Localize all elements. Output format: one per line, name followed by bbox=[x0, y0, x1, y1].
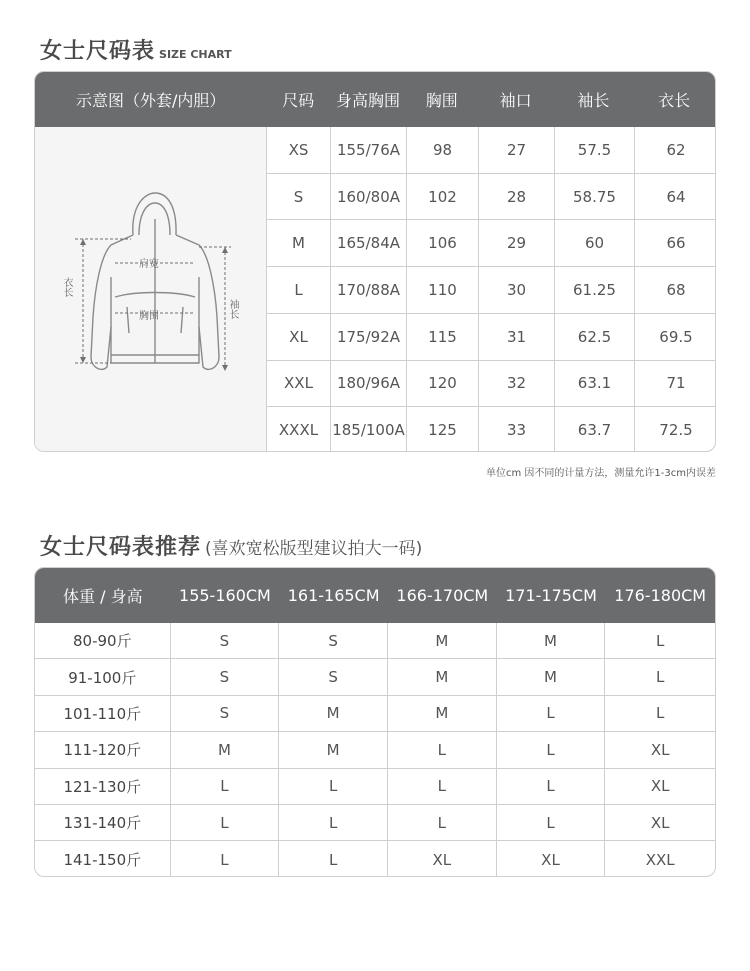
header-illustration: 示意图（外套/内胆） bbox=[75, 91, 226, 110]
cell-size: L bbox=[171, 805, 280, 840]
cell-size: L bbox=[388, 805, 497, 840]
cell-size: M bbox=[497, 659, 606, 694]
cell-length: 68 bbox=[666, 281, 686, 300]
table-row bbox=[267, 267, 716, 314]
header-range-1: 155-160CM bbox=[179, 586, 271, 605]
size-chart-title bbox=[40, 34, 232, 65]
cell-size: L bbox=[388, 732, 497, 767]
cell-size: M bbox=[171, 732, 280, 767]
table-row bbox=[35, 659, 715, 695]
cell-length: 69.5 bbox=[659, 327, 693, 346]
label-shoulder: 肩宽 bbox=[139, 259, 159, 270]
cell-sleeve: 57.5 bbox=[555, 127, 635, 173]
cell-size: S bbox=[279, 623, 388, 658]
cell-size: L bbox=[497, 732, 606, 767]
header-sleeve: 袖长 bbox=[577, 91, 610, 110]
cell-size: XL bbox=[650, 740, 670, 759]
cell-size: S bbox=[171, 659, 280, 694]
cell-length: 72.5 bbox=[659, 421, 693, 440]
cell-cuff: 27 bbox=[479, 127, 555, 173]
cell-height-bust: 175/92A bbox=[331, 314, 407, 360]
cell-size: L bbox=[388, 769, 497, 804]
cell-chest: 102 bbox=[407, 174, 479, 220]
cell-weight: 111-120斤 bbox=[35, 732, 171, 767]
cell-chest: 115 bbox=[407, 314, 479, 360]
cell-size: S bbox=[279, 659, 388, 694]
table-row bbox=[267, 314, 716, 361]
cell-length: 64 bbox=[666, 187, 686, 206]
cell-size: L bbox=[171, 841, 280, 877]
recommend-table bbox=[34, 567, 716, 877]
table-row bbox=[267, 174, 716, 221]
size-chart-subtitle: SIZE CHART bbox=[159, 48, 232, 61]
cell-size: L bbox=[656, 704, 665, 723]
header-range-4: 171-175CM bbox=[505, 586, 597, 605]
cell-sleeve: 63.7 bbox=[555, 407, 635, 452]
cell-size: M bbox=[388, 696, 497, 731]
cell-chest: 106 bbox=[407, 220, 479, 266]
label-sleeve: 袖长 bbox=[227, 299, 238, 319]
cell-size: XL bbox=[650, 777, 670, 796]
cell-cuff: 32 bbox=[479, 361, 555, 407]
table-row bbox=[35, 696, 715, 732]
cell-length: 66 bbox=[666, 234, 686, 253]
header-range-5: 176-180CM bbox=[614, 586, 707, 605]
cell-weight: 80-90斤 bbox=[35, 623, 171, 658]
cell-size: XXL bbox=[267, 361, 331, 407]
size-chart-grid bbox=[267, 127, 716, 452]
cell-height-bust: 185/100A bbox=[331, 407, 407, 452]
table-row bbox=[35, 623, 715, 659]
cell-size: M bbox=[388, 623, 497, 658]
cell-size: L bbox=[279, 841, 388, 877]
header-cuff: 袖口 bbox=[499, 91, 532, 110]
cell-chest: 120 bbox=[407, 361, 479, 407]
cell-size: XXXL bbox=[267, 407, 331, 452]
header-weight-height: 体重 / 身高 bbox=[63, 587, 143, 606]
label-chest: 胸围 bbox=[139, 311, 159, 322]
cell-cuff: 29 bbox=[479, 220, 555, 266]
cell-height-bust: 180/96A bbox=[331, 361, 407, 407]
header-length: 衣长 bbox=[658, 91, 691, 110]
cell-cuff: 31 bbox=[479, 314, 555, 360]
cell-size: M bbox=[279, 732, 388, 767]
cell-size: XL bbox=[267, 314, 331, 360]
cell-size: XS bbox=[267, 127, 331, 173]
table-row bbox=[267, 127, 716, 174]
cell-size: L bbox=[497, 696, 606, 731]
cell-size: XL bbox=[650, 813, 670, 832]
cell-sleeve: 58.75 bbox=[555, 174, 635, 220]
measurement-note: 单位cm 因不同的计量方法，测量允许1-3cm内误差 bbox=[486, 468, 716, 479]
cell-cuff: 28 bbox=[479, 174, 555, 220]
cell-height-bust: 165/84A bbox=[331, 220, 407, 266]
cell-size: XXL bbox=[645, 850, 675, 869]
recommend-note: (喜欢宽松版型建议拍大一码) bbox=[205, 539, 423, 559]
table-row bbox=[267, 220, 716, 267]
cell-height-bust: 155/76A bbox=[331, 127, 407, 173]
cell-sleeve: 61.25 bbox=[555, 267, 635, 313]
cell-weight: 101-110斤 bbox=[35, 696, 171, 731]
cell-sleeve: 63.1 bbox=[555, 361, 635, 407]
cell-sleeve: 60 bbox=[555, 220, 635, 266]
cell-weight: 131-140斤 bbox=[35, 805, 171, 840]
cell-cuff: 30 bbox=[479, 267, 555, 313]
header-size: 尺码 bbox=[282, 91, 315, 110]
cell-size: S bbox=[267, 174, 331, 220]
cell-chest: 125 bbox=[407, 407, 479, 452]
size-chart-header-row bbox=[35, 72, 715, 127]
cell-size: L bbox=[656, 668, 665, 687]
label-length: 衣长 bbox=[61, 277, 72, 297]
recommend-title bbox=[40, 530, 422, 561]
cell-size: L bbox=[497, 805, 606, 840]
recommend-title-text: 女士尺码表推荐 bbox=[40, 535, 202, 560]
recommend-grid bbox=[35, 623, 715, 877]
cell-height-bust: 170/88A bbox=[331, 267, 407, 313]
header-chest: 胸围 bbox=[425, 91, 458, 110]
cell-size: L bbox=[497, 769, 606, 804]
cell-length: 71 bbox=[666, 374, 686, 393]
table-row bbox=[35, 732, 715, 768]
cell-size: M bbox=[497, 623, 606, 658]
cell-weight: 141-150斤 bbox=[35, 841, 171, 877]
cell-size: XL bbox=[497, 841, 606, 877]
cell-height-bust: 160/80A bbox=[331, 174, 407, 220]
cell-size: S bbox=[171, 696, 280, 731]
cell-weight: 91-100斤 bbox=[35, 659, 171, 694]
cell-size: L bbox=[267, 267, 331, 313]
cell-size: L bbox=[279, 769, 388, 804]
table-row bbox=[267, 361, 716, 408]
cell-weight: 121-130斤 bbox=[35, 769, 171, 804]
cell-size: M bbox=[388, 659, 497, 694]
jacket-illustration bbox=[35, 127, 267, 452]
cell-sleeve: 62.5 bbox=[555, 314, 635, 360]
table-row bbox=[35, 841, 715, 877]
table-row bbox=[35, 769, 715, 805]
header-height-bust: 身高胸围 bbox=[336, 91, 401, 110]
cell-cuff: 33 bbox=[479, 407, 555, 452]
cell-size: M bbox=[279, 696, 388, 731]
size-chart-title-text: 女士尺码表 bbox=[40, 39, 156, 64]
table-row bbox=[267, 407, 716, 452]
cell-size: L bbox=[171, 769, 280, 804]
cell-size: XL bbox=[388, 841, 497, 877]
cell-size: L bbox=[656, 631, 665, 650]
cell-size: L bbox=[279, 805, 388, 840]
table-row bbox=[35, 805, 715, 841]
recommend-header-row bbox=[35, 568, 715, 623]
cell-chest: 98 bbox=[407, 127, 479, 173]
cell-size: M bbox=[267, 220, 331, 266]
cell-length: 62 bbox=[666, 140, 686, 159]
header-range-3: 166-170CM bbox=[396, 586, 489, 605]
size-chart-table bbox=[34, 71, 716, 452]
header-range-2: 161-165CM bbox=[287, 586, 380, 605]
cell-size: S bbox=[171, 623, 280, 658]
cell-chest: 110 bbox=[407, 267, 479, 313]
